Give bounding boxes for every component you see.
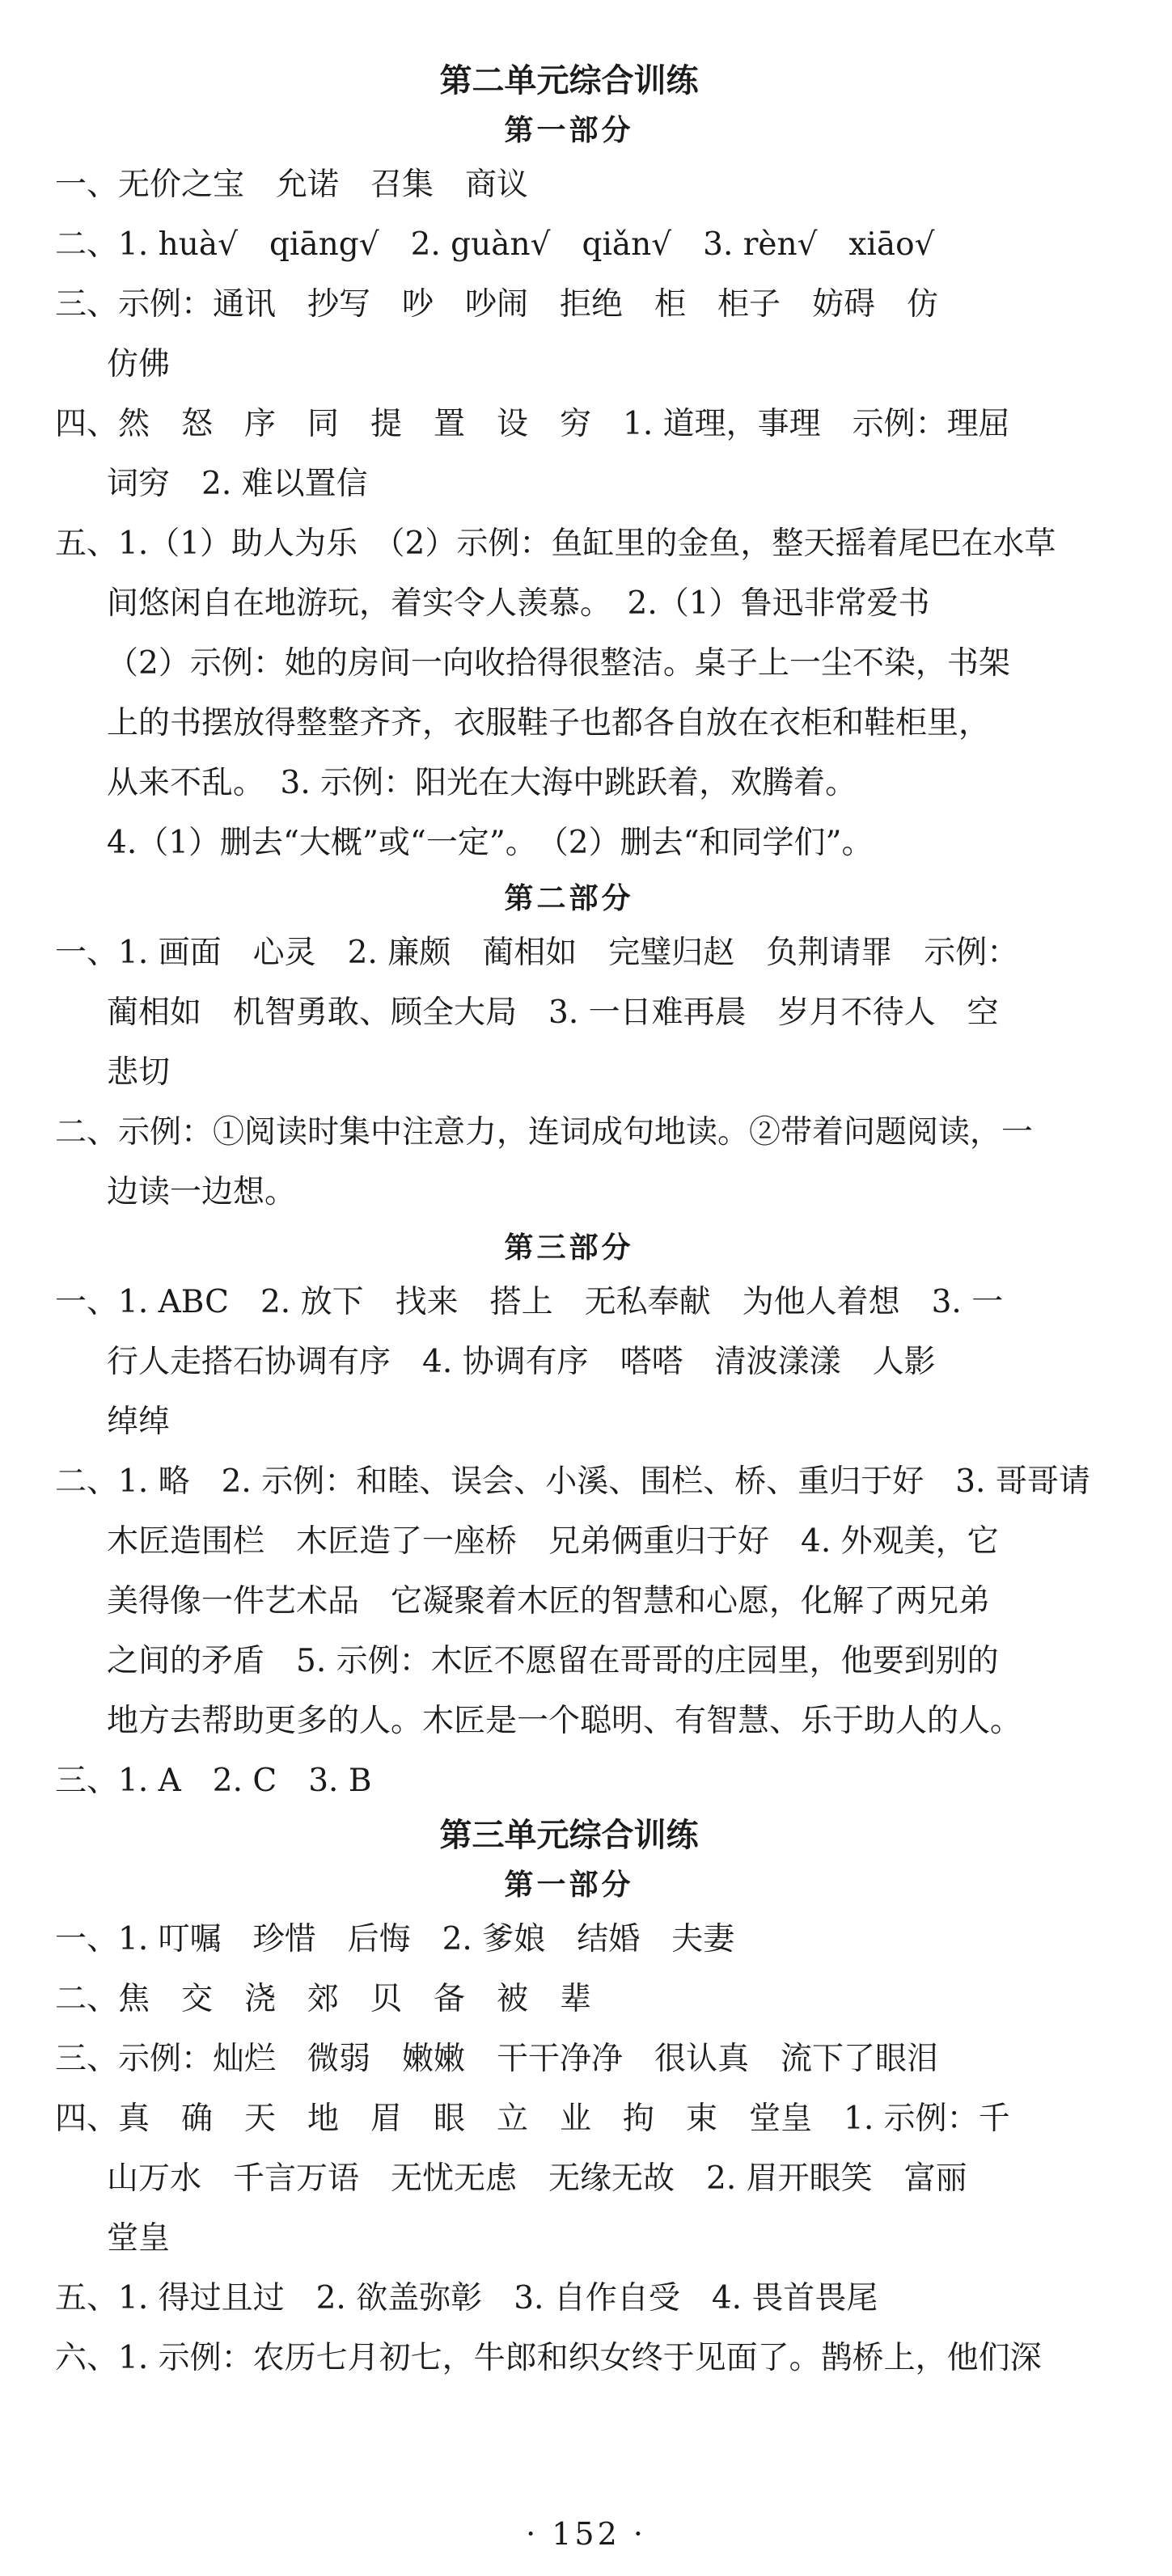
u2p3-answer-line: 之间的矛盾 5. 示例：木匠不愿留在哥哥的庄园里，他要到别的 (107, 1643, 999, 1679)
u2p2-answer-line: 二、示例：①阅读时集中注意力，连词成句地读。②带着问题阅读，一 (55, 1114, 1034, 1151)
u2p1-answer-line: 间悠闲自在地游玩，着实令人羡慕。 2.（1）鲁迅非常爱书 (107, 585, 930, 622)
u2p3-answer-line: 行人走搭石协调有序 4. 协调有序 嗒嗒 清波漾漾 人影 (107, 1344, 936, 1380)
u2p1-answer-line: 四、然 怒 序 同 提 置 设 穷 1. 道理，事理 示例：理屈 (55, 406, 1010, 442)
u2p2-answer-line: 边读一边想。 (107, 1174, 297, 1210)
u2p1-answer-line: 五、1.（1）助人为乐 （2）示例：鱼缸里的金鱼，整天摇着尾巴在水草 (55, 526, 1056, 562)
u2p3-answer-line: 一、1. ABC 2. 放下 找来 搭上 无私奉献 为他人着想 3. 一 (55, 1284, 1004, 1320)
page-number: · 152 · (526, 2516, 646, 2552)
unit2-part1-title: 第一部分 (504, 113, 634, 147)
u2p3-answer-line: 三、1. A 2. C 3. B (55, 1763, 372, 1799)
u3p1-answer-line: 一、1. 叮嘱 珍惜 后悔 2. 爹娘 结婚 夫妻 (55, 1921, 735, 1957)
u2p2-answer-line: 一、1. 画面 心灵 2. 廉颇 蔺相如 完璧归赵 负荆请罪 示例： (55, 935, 1019, 971)
u2p2-answer-line: 蔺相如 机智勇敢、顾全大局 3. 一日难再晨 岁月不待人 空 (107, 995, 999, 1031)
u2p3-answer-line: 绰绰 (107, 1404, 171, 1440)
u2p3-answer-line: 地方去帮助更多的人。木匠是一个聪明、有智慧、乐于助人的人。 (107, 1703, 1022, 1739)
unit2-title: 第二单元综合训练 (439, 62, 699, 99)
u2p3-answer-line: 木匠造围栏 木匠造了一座桥 兄弟俩重归于好 4. 外观美，它 (107, 1523, 999, 1560)
unit3-title: 第三单元综合训练 (439, 1817, 699, 1854)
u3p1-answer-line: 四、真 确 天 地 眉 眼 立 业 拘 束 堂皇 1. 示例：千 (55, 2101, 1010, 2137)
u3p1-answer-line: 山万水 千言万语 无忧无虑 无缘无故 2. 眉开眼笑 富丽 (107, 2160, 967, 2197)
u2p1-answer-line: 二、1. huà√ qiāng√ 2. guàn√ qiǎn√ 3. rèn√ xiāo√ (55, 226, 935, 263)
u2p1-answer-line: 一、无价之宝 允诺 召集 商议 (55, 167, 529, 203)
u2p1-answer-line: 上的书摆放得整整齐齐，衣服鞋子也都各自放在衣柜和鞋柜里， (107, 705, 991, 741)
u3p1-answer-line: 三、示例：灿烂 微弱 嫩嫩 干干净净 很认真 流下了眼泪 (55, 2041, 939, 2077)
unit2-part2-title: 第二部分 (504, 881, 634, 915)
u3p1-answer-line: 二、焦 交 浇 郊 贝 备 被 辈 (55, 1981, 592, 2017)
u2p1-answer-line: 从来不乱。 3. 示例：阳光在大海中跳跃着，欢腾着。 (107, 765, 857, 801)
u2p1-answer-line: 词穷 2. 难以置信 (107, 466, 368, 502)
u2p1-answer-line: 三、示例：通讯 抄写 吵 吵闹 拒绝 柜 柜子 妨碍 仿 (55, 286, 939, 323)
u2p1-answer-line: 4.（1）删去“大概”或“一定”。 （2）删去“和同学们”。 (107, 825, 874, 861)
u3p1-answer-line: 堂皇 (107, 2220, 171, 2257)
u2p1-answer-line: （2）示例：她的房间一向收拾得很整洁。桌子上一尘不染，书架 (107, 645, 1010, 682)
u2p3-answer-line: 二、1. 略 2. 示例：和睦、误会、小溪、围栏、桥、重归于好 3. 哥哥请 (55, 1463, 1090, 1500)
u2p3-answer-line: 美得像一件艺术品 它凝聚着木匠的智慧和心愿，化解了两兄弟 (107, 1583, 991, 1620)
u3p1-answer-line: 五、1. 得过且过 2. 欲盖弥彰 3. 自作自受 4. 畏首畏尾 (55, 2280, 878, 2316)
unit3-part1-title: 第一部分 (504, 1868, 634, 1902)
u3p1-answer-line: 六、1. 示例：农历七月初七，牛郎和织女终于见面了。鹊桥上，他们深 (55, 2340, 1042, 2376)
u2p1-answer-line: 仿佛 (107, 346, 171, 382)
u2p2-answer-line: 悲切 (107, 1054, 171, 1091)
unit2-part3-title: 第三部分 (504, 1231, 634, 1265)
